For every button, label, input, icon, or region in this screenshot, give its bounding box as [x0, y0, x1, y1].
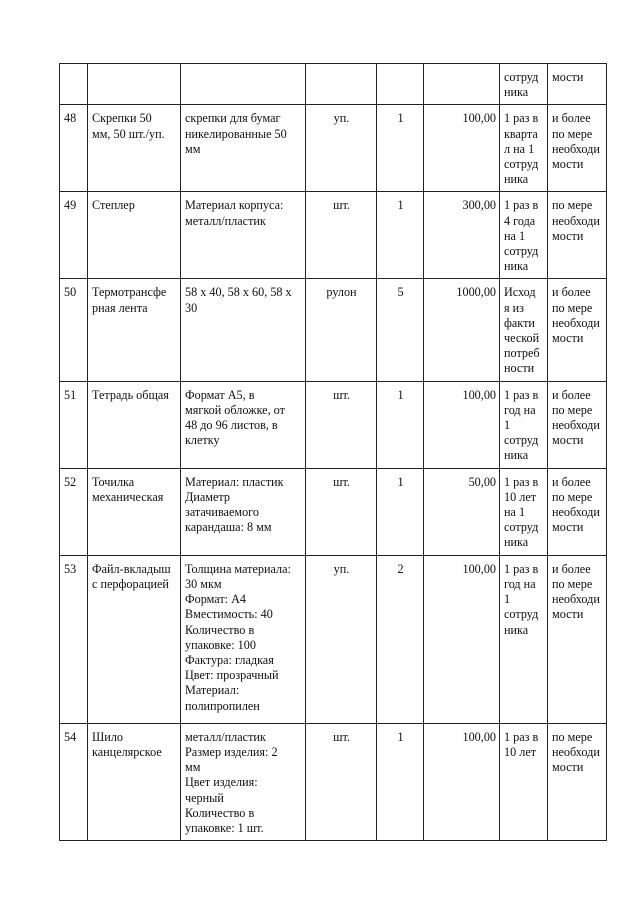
table-row	[60, 64, 607, 105]
frequency-cell: 1 раз в кварта л на 1 сотруд ника	[500, 105, 548, 192]
price-cell: 100,00	[424, 381, 500, 468]
price-cell: 100,00	[424, 105, 500, 192]
note-cell: и более по мере необходи мости	[548, 381, 607, 468]
note-cell: по мере необходи мости	[548, 192, 607, 279]
item-name-cell: Степлер	[88, 192, 181, 279]
note-cell: мости	[548, 64, 607, 105]
item-description-cell: металл/пластик Размер изделия: 2 мм Цвет изделия: черный Количество в упаковке: 1 шт.	[181, 723, 306, 840]
item-name-cell: Термотрансфе рная лента	[88, 279, 181, 381]
table-row	[60, 279, 607, 381]
item-description-cell: Материал: пластик Диаметр затачиваемого карандаша: 8 мм	[181, 468, 306, 555]
note-cell: и более по мере необходи мости	[548, 555, 607, 723]
item-name-cell: Шило канцелярское	[88, 723, 181, 840]
quantity-cell: 1	[377, 381, 424, 468]
item-description-cell: Толщина материала: 30 мкм Формат: А4 Вместимость: 40 Количество в упаковке: 100 Фактура: гладкая Цвет: прозрачный Материал: полипропилен	[181, 555, 306, 723]
unit-cell: шт.	[306, 468, 377, 555]
unit-cell: шт.	[306, 723, 377, 840]
table-row	[60, 468, 607, 555]
item-description-cell	[181, 64, 306, 105]
frequency-cell: 1 раз в год на 1 сотруд ника	[500, 555, 548, 723]
item-description-cell: Формат А5, в мягкой обложке, от 48 до 96 листов, в клетку	[181, 381, 306, 468]
note-cell: по мере необходи мости	[548, 723, 607, 840]
unit-cell: рулон	[306, 279, 377, 381]
item-name-cell: Тетрадь общая	[88, 381, 181, 468]
item-description-cell: Материал корпуса: металл/пластик	[181, 192, 306, 279]
table-row	[60, 381, 607, 468]
row-number-cell: 52	[60, 468, 88, 555]
quantity-cell: 5	[377, 279, 424, 381]
quantity-cell: 2	[377, 555, 424, 723]
quantity-cell	[377, 64, 424, 105]
frequency-cell: 1 раз в 10 лет на 1 сотруд ника	[500, 468, 548, 555]
row-number-cell: 49	[60, 192, 88, 279]
item-description-cell: 58 х 40, 58 х 60, 58 х 30	[181, 279, 306, 381]
note-cell: и более по мере необходи мости	[548, 105, 607, 192]
price-cell: 1000,00	[424, 279, 500, 381]
price-cell: 100,00	[424, 555, 500, 723]
quantity-cell: 1	[377, 468, 424, 555]
unit-cell: шт.	[306, 192, 377, 279]
row-number-cell: 48	[60, 105, 88, 192]
frequency-cell: 1 раз в 4 года на 1 сотруд ника	[500, 192, 548, 279]
item-name-cell: Точилка механическая	[88, 468, 181, 555]
price-cell: 100,00	[424, 723, 500, 840]
item-name-cell: Файл-вкладыш с перфорацией	[88, 555, 181, 723]
row-number-cell: 51	[60, 381, 88, 468]
unit-cell: уп.	[306, 555, 377, 723]
frequency-cell: 1 раз в 10 лет	[500, 723, 548, 840]
unit-cell: шт.	[306, 381, 377, 468]
price-cell: 300,00	[424, 192, 500, 279]
table-row	[60, 192, 607, 279]
frequency-cell: 1 раз в год на 1 сотруд ника	[500, 381, 548, 468]
frequency-cell: сотруд ника	[500, 64, 548, 105]
item-description-cell: скрепки для бумаг никелированные 50 мм	[181, 105, 306, 192]
row-number-cell: 50	[60, 279, 88, 381]
item-name-cell: Скрепки 50 мм, 50 шт./уп.	[88, 105, 181, 192]
supplies-table	[59, 63, 607, 841]
note-cell: и более по мере необходи мости	[548, 468, 607, 555]
table-row	[60, 105, 607, 192]
price-cell	[424, 64, 500, 105]
item-name-cell	[88, 64, 181, 105]
frequency-cell: Исход я из факти ческой потреб ности	[500, 279, 548, 381]
unit-cell	[306, 64, 377, 105]
table-row	[60, 555, 607, 723]
row-number-cell: 53	[60, 555, 88, 723]
quantity-cell: 1	[377, 105, 424, 192]
row-number-cell: 54	[60, 723, 88, 840]
table-row	[60, 723, 607, 840]
quantity-cell: 1	[377, 723, 424, 840]
price-cell: 50,00	[424, 468, 500, 555]
unit-cell: уп.	[306, 105, 377, 192]
row-number-cell	[60, 64, 88, 105]
note-cell: и более по мере необходи мости	[548, 279, 607, 381]
quantity-cell: 1	[377, 192, 424, 279]
